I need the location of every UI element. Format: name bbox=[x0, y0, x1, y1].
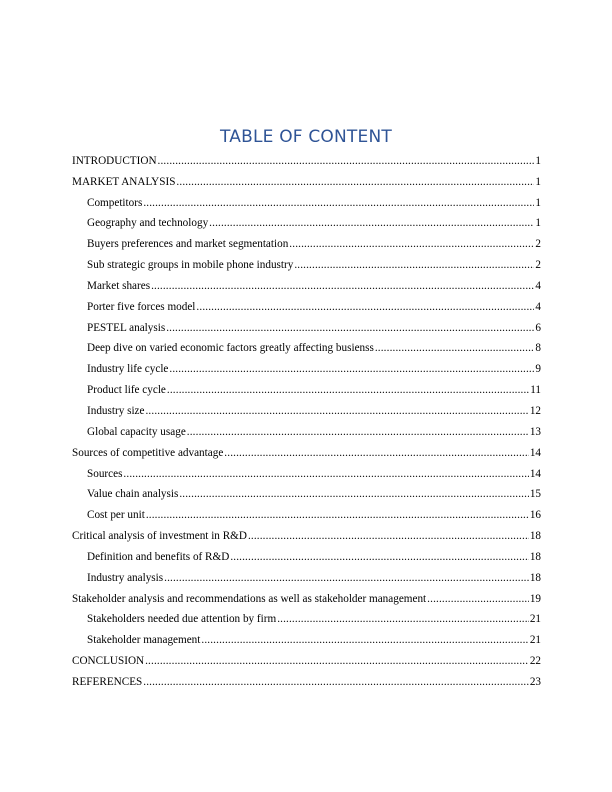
toc-entry[interactable] bbox=[72, 501, 541, 522]
dot-leader bbox=[224, 447, 529, 460]
toc-entry-label[interactable]: Market shares bbox=[87, 279, 151, 292]
toc-entry-page-number[interactable]: 1 bbox=[535, 196, 541, 209]
toc-entry-page-number[interactable]: 1 bbox=[535, 217, 541, 230]
dot-leader bbox=[145, 405, 528, 418]
dot-leader bbox=[201, 634, 528, 647]
dot-leader bbox=[123, 468, 528, 481]
dot-leader bbox=[187, 426, 529, 439]
dot-leader bbox=[166, 322, 534, 335]
dot-leader bbox=[158, 155, 535, 168]
toc-entry-label[interactable]: Industry life cycle bbox=[87, 363, 169, 376]
toc-entry-label[interactable]: Buyers preferences and market segmentation bbox=[87, 238, 289, 251]
toc-entry-label[interactable]: Stakeholder analysis and recommendations as well as stakeholder management bbox=[72, 592, 427, 605]
toc-entry-label[interactable]: Porter five forces model bbox=[87, 300, 196, 313]
dot-leader bbox=[151, 280, 534, 293]
toc-entry[interactable] bbox=[72, 189, 541, 210]
toc-entry-label[interactable]: Cost per unit bbox=[87, 509, 145, 522]
toc-entry-page-number[interactable]: 2 bbox=[535, 238, 541, 251]
toc-entry[interactable] bbox=[72, 481, 541, 502]
toc-entry[interactable] bbox=[72, 564, 541, 585]
toc-entry-page-number[interactable]: 16 bbox=[529, 509, 541, 522]
toc-entry[interactable] bbox=[72, 522, 541, 543]
toc-entry-page-number[interactable]: 21 bbox=[529, 613, 541, 626]
toc-entry-label[interactable]: Geography and technology bbox=[87, 217, 209, 230]
toc-entry-page-number[interactable]: 19 bbox=[529, 592, 541, 605]
toc-entry-page-number[interactable]: 12 bbox=[529, 404, 541, 417]
toc-entry-page-number[interactable]: 18 bbox=[529, 530, 541, 543]
toc-entry[interactable] bbox=[72, 397, 541, 418]
toc-entry[interactable] bbox=[72, 460, 541, 481]
toc-entry-page-number[interactable]: 22 bbox=[529, 655, 541, 668]
dot-leader bbox=[375, 342, 535, 355]
toc-entry-label[interactable]: CONCLUSION bbox=[72, 655, 145, 668]
toc-entry-label[interactable]: Stakeholders needed due attention by firm bbox=[87, 613, 277, 626]
toc-entry-page-number[interactable]: 8 bbox=[535, 342, 541, 355]
toc-entry-label[interactable]: PESTEL analysis bbox=[87, 321, 166, 334]
dot-leader bbox=[146, 509, 529, 522]
toc-entry-page-number[interactable]: 13 bbox=[529, 425, 541, 438]
toc-entry[interactable] bbox=[72, 210, 541, 231]
dot-leader bbox=[145, 655, 529, 668]
toc-entry-label[interactable]: Sub strategic groups in mobile phone industry bbox=[87, 259, 294, 272]
dot-leader bbox=[294, 259, 534, 272]
toc-entry[interactable] bbox=[72, 272, 541, 293]
table-of-contents bbox=[72, 147, 541, 689]
dot-leader bbox=[289, 238, 534, 251]
toc-entry[interactable] bbox=[72, 168, 541, 189]
dot-leader bbox=[209, 217, 534, 230]
toc-entry-label[interactable]: INTRODUCTION bbox=[72, 154, 157, 167]
toc-entry[interactable] bbox=[72, 585, 541, 606]
toc-entry-label[interactable]: Stakeholder management bbox=[87, 634, 201, 647]
dot-leader bbox=[169, 363, 534, 376]
toc-entry[interactable] bbox=[72, 439, 541, 460]
toc-entry[interactable] bbox=[72, 418, 541, 439]
toc-entry-label[interactable]: Deep dive on varied economic factors greatly affecting busienss bbox=[87, 342, 374, 355]
dot-leader bbox=[196, 301, 534, 314]
toc-entry-label[interactable]: Product life cycle bbox=[87, 384, 166, 397]
dot-leader bbox=[164, 572, 529, 585]
toc-entry[interactable] bbox=[72, 606, 541, 627]
dot-leader bbox=[167, 384, 529, 397]
toc-entry[interactable] bbox=[72, 355, 541, 376]
toc-entry-page-number[interactable]: 2 bbox=[535, 259, 541, 272]
toc-entry[interactable] bbox=[72, 647, 541, 668]
toc-entry-label[interactable]: Sources bbox=[87, 467, 123, 480]
toc-entry-page-number[interactable]: 1 bbox=[535, 154, 541, 167]
toc-entry-page-number[interactable]: 14 bbox=[529, 446, 541, 459]
dot-leader bbox=[427, 593, 529, 606]
toc-entry[interactable] bbox=[72, 230, 541, 251]
toc-entry-label[interactable]: Sources of competitive advantage bbox=[72, 446, 224, 459]
toc-entry-page-number[interactable]: 6 bbox=[535, 321, 541, 334]
dot-leader bbox=[143, 197, 534, 210]
toc-entry[interactable] bbox=[72, 376, 541, 397]
toc-entry-label[interactable]: REFERENCES bbox=[72, 675, 143, 688]
toc-entry-page-number[interactable]: 18 bbox=[529, 550, 541, 563]
toc-entry-label[interactable]: MARKET ANALYSIS bbox=[72, 175, 176, 188]
toc-entry-page-number[interactable]: 9 bbox=[535, 363, 541, 376]
toc-entry-label[interactable]: Critical analysis of investment in R&D bbox=[72, 530, 247, 543]
dot-leader bbox=[179, 488, 528, 501]
toc-entry-label[interactable]: Industry analysis bbox=[87, 571, 164, 584]
toc-entry-page-number[interactable]: 18 bbox=[529, 571, 541, 584]
toc-entry-page-number[interactable]: 15 bbox=[529, 488, 541, 501]
toc-entry-label[interactable]: Value chain analysis bbox=[87, 488, 179, 501]
toc-entry-page-number[interactable]: 11 bbox=[530, 384, 541, 397]
toc-entry-page-number[interactable]: 23 bbox=[529, 675, 541, 688]
dot-leader bbox=[248, 530, 529, 543]
toc-entry-page-number[interactable]: 21 bbox=[529, 634, 541, 647]
dot-leader bbox=[143, 676, 529, 689]
toc-entry[interactable] bbox=[72, 293, 541, 314]
toc-title: TABLE OF CONTENT bbox=[220, 127, 392, 147]
dot-leader bbox=[176, 176, 534, 189]
toc-entry-label[interactable]: Competitors bbox=[87, 196, 143, 209]
toc-entry[interactable] bbox=[72, 251, 541, 272]
toc-entry[interactable] bbox=[72, 314, 541, 335]
toc-entry[interactable] bbox=[72, 668, 541, 689]
toc-entry-page-number[interactable]: 14 bbox=[529, 467, 541, 480]
toc-entry-page-number[interactable]: 4 bbox=[535, 279, 541, 292]
toc-entry-page-number[interactable]: 1 bbox=[535, 175, 541, 188]
toc-entry[interactable] bbox=[72, 543, 541, 564]
dot-leader bbox=[277, 613, 529, 626]
toc-entry[interactable] bbox=[72, 335, 541, 356]
toc-entry[interactable] bbox=[72, 626, 541, 647]
toc-entry-label[interactable]: Industry size bbox=[87, 404, 145, 417]
toc-entry-label[interactable]: Global capacity usage bbox=[87, 425, 186, 438]
toc-entry-page-number[interactable]: 4 bbox=[535, 300, 541, 313]
dot-leader bbox=[230, 551, 529, 564]
toc-entry[interactable] bbox=[72, 147, 541, 168]
toc-entry-label[interactable]: Definition and benefits of R&D bbox=[87, 550, 230, 563]
